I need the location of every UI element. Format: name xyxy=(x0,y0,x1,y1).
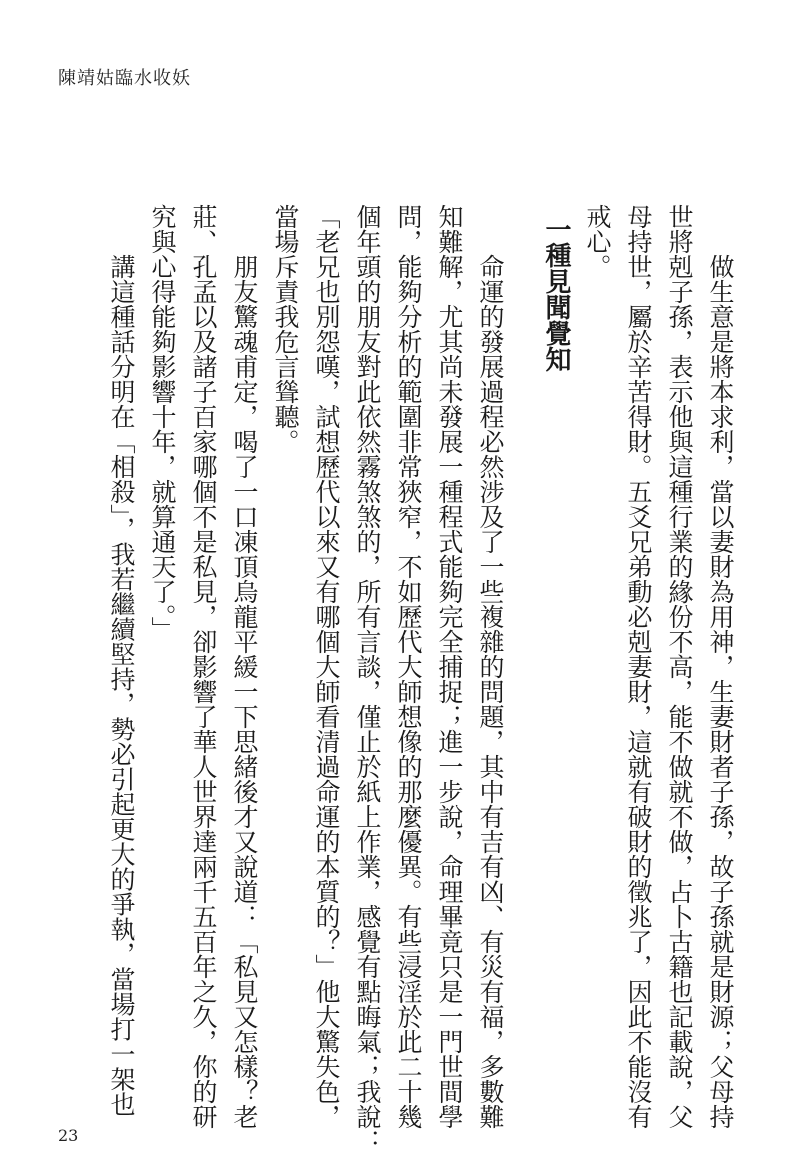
text-column-7: 問，能夠分析的範圍非常狹窄，不如歷代大師想像的那麼優異。有些浸淫於此二十幾 xyxy=(394,204,423,1129)
section-heading: 一種見聞覺知 xyxy=(541,216,571,372)
text-column-14: 講這種話分明在「相殺」，我若繼續堅持，勢必引起更大的爭執，當場打一架也 xyxy=(107,254,136,1117)
text-column-3: 母持世，屬於辛苦得財。五爻兄弟動必剋妻財，這就有破財的徵兆了，因此不能沒有 xyxy=(624,204,653,1129)
text-column-13: 究與心得能夠影響十年，就算通天了。」 xyxy=(148,204,177,642)
text-column-10: 當場斥責我危言聳聽。 xyxy=(271,204,300,454)
page-number: 23 xyxy=(58,1126,79,1145)
text-column-1: 做生意是將本求利，當以妻財為用神，生妻財者子孫，故子孫就是財源；父母持 xyxy=(706,254,735,1129)
running-header: 陳靖姑臨水收妖 xyxy=(58,68,191,89)
text-column-6: 知難解，尤其尚未發展一種程式能夠完全捕捉；進一步說，命理畢竟只是一門世間學 xyxy=(435,204,464,1129)
text-column-11: 朋友驚魂甫定，喝了一口凍頂烏龍平緩一下思緒後才又說道：「私見又怎樣？老 xyxy=(230,254,259,1129)
text-column-12: 莊、孔孟以及諸子百家哪個不是私見，卻影響了華人世界達兩千五百年之久，你的研 xyxy=(189,204,218,1129)
vertical-text-body xyxy=(93,204,735,1154)
text-column-5: 命運的發展過程必然涉及了一些複雜的問題，其中有吉有凶、有災有福，多數難 xyxy=(476,254,505,1129)
text-column-8: 個年頭的朋友對此依然霧煞煞的，所有言談，僅止於紙上作業，感覺有點晦氣；我說： xyxy=(353,204,382,1154)
text-column-4: 戒心。 xyxy=(583,204,612,279)
text-column-2: 世將剋子孫，表示他與這種行業的緣份不高，能不做就不做，占卜古籍也記載說，父 xyxy=(665,204,694,1129)
text-column-9: 「老兄也別怨嘆，試想歷代以來又有哪個大師看清過命運的本質的？」他大驚失色， xyxy=(312,204,341,1129)
